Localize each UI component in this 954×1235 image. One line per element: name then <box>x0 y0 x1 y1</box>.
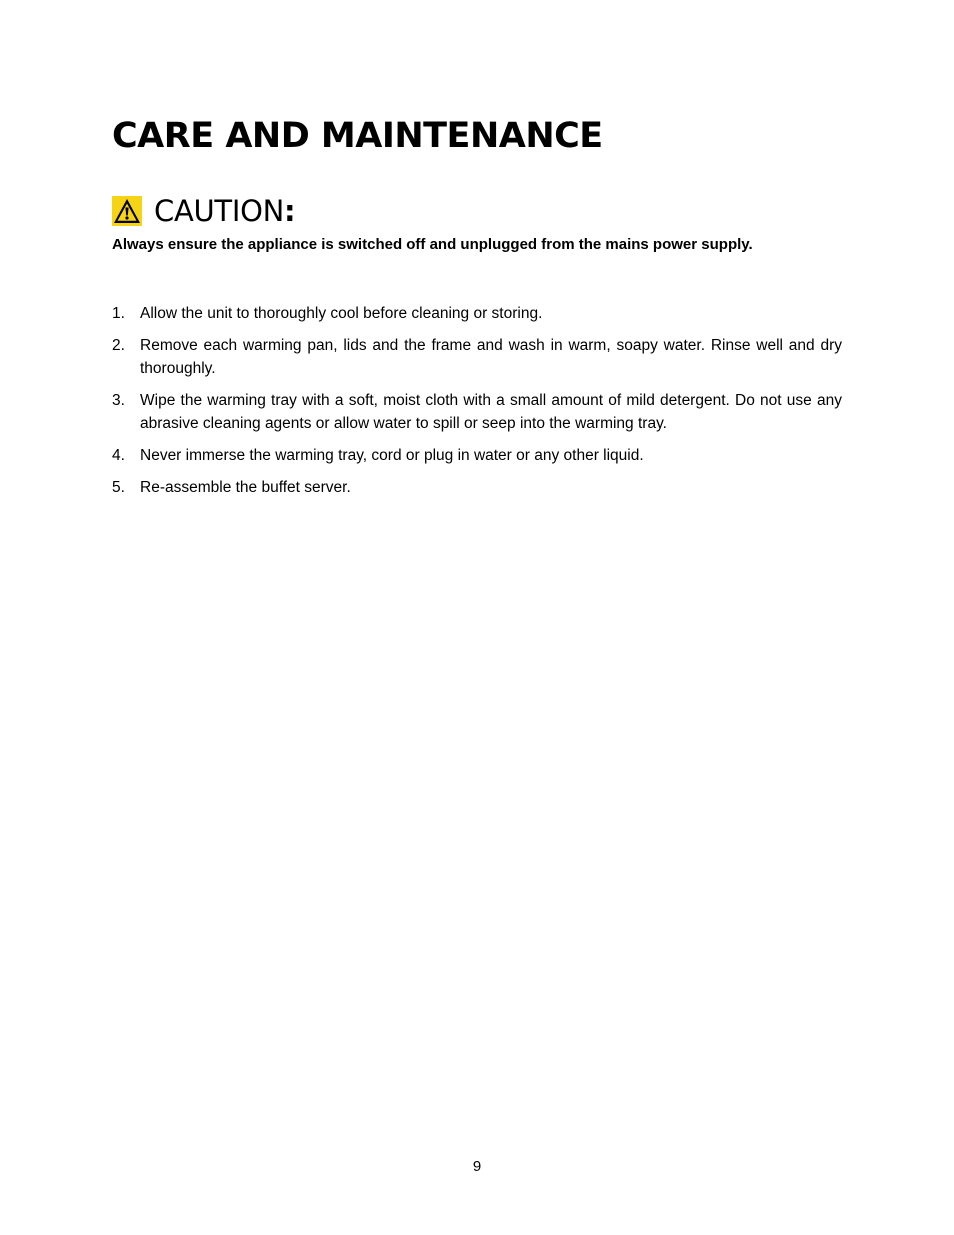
caution-note: Always ensure the appliance is switched off and unplugged from the mains power supply. <box>112 236 753 253</box>
page-title: CARE AND MAINTENANCE <box>112 116 603 156</box>
step-text: Wipe the warming tray with a soft, moist cloth with a small amount of mild detergent. Do not use any abrasive cleaning agents or allow water to spill or seep into the warming tray. <box>140 392 842 432</box>
warning-triangle-icon <box>112 196 142 226</box>
step-text: Allow the unit to thoroughly cool before cleaning or storing. <box>140 305 543 322</box>
caution-label: CAUTION <box>154 194 285 228</box>
step-number: 4. <box>112 447 125 464</box>
step-number: 2. <box>112 337 125 354</box>
caution-heading <box>112 193 296 229</box>
list-item <box>112 389 842 435</box>
page-number: 9 <box>472 1158 482 1175</box>
step-number: 5. <box>112 479 125 496</box>
caution-colon: : <box>284 194 296 228</box>
maintenance-steps-list <box>112 302 842 508</box>
step-text: Re-assemble the buffet server. <box>140 479 351 496</box>
list-item <box>112 302 842 325</box>
step-number: 3. <box>112 392 125 409</box>
step-text: Never immerse the warming tray, cord or plug in water or any other liquid. <box>140 447 644 464</box>
step-text: Remove each warming pan, lids and the frame and wash in warm, soapy water. Rinse well and dry thoroughly. <box>140 337 842 377</box>
step-number: 1. <box>112 305 125 322</box>
list-item <box>112 334 842 380</box>
list-item <box>112 444 842 467</box>
list-item <box>112 476 842 499</box>
